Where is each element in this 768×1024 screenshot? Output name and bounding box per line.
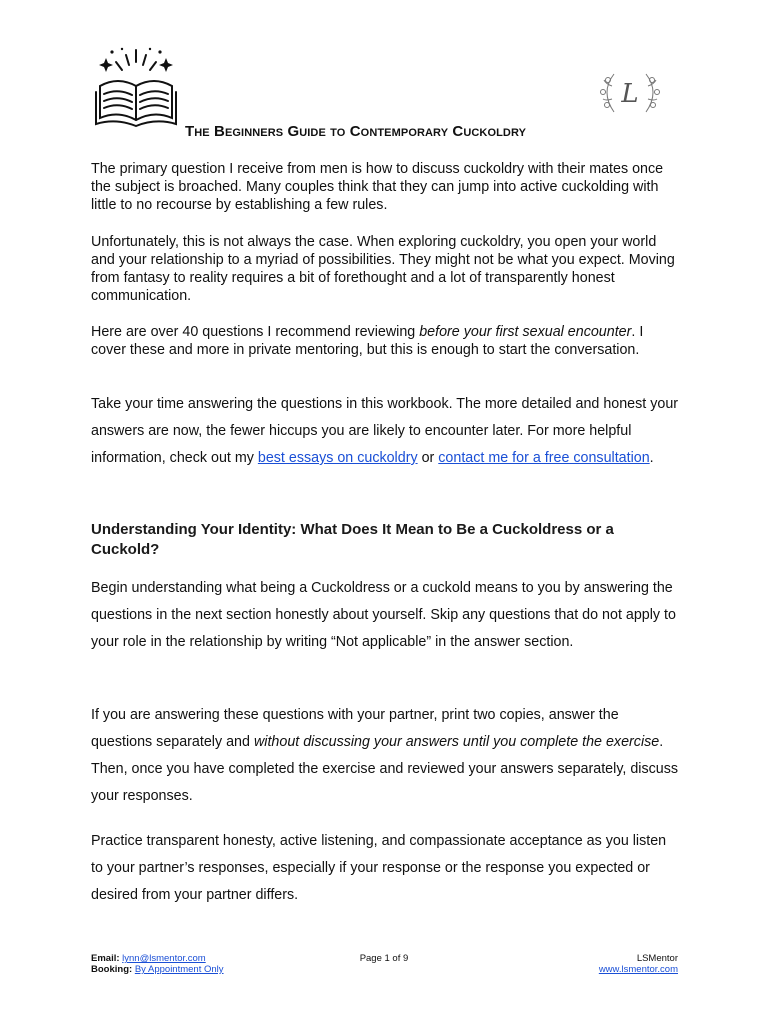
section-heading: Understanding Your Identity: What Does It Mean to Be a Cuckoldress or a Cuckold? xyxy=(91,521,614,558)
best-essays-link[interactable]: best essays on cuckoldry xyxy=(257,450,418,466)
paragraph-questions: Here are over 40 questions I recommend reviewing before your first sexual encounter. I cover these and more in private mentoring, but this is enough to start the conversation. xyxy=(91,324,644,358)
booking-link[interactable]: By Appointment Only xyxy=(134,964,224,975)
email-label: Email: xyxy=(91,953,120,964)
footer-contact xyxy=(91,953,224,975)
website-link[interactable]: www.lsmentor.com xyxy=(598,964,678,975)
open-book-icon xyxy=(92,46,180,130)
monogram-icon xyxy=(594,70,666,116)
paragraph-partner: If you are answering these questions with your partner, print two copies, answer the questions separately and without discussing your answers until you complete the exercise. Then, once you have completed the exercise and reviewed your answers separately, discuss your responses. xyxy=(91,707,679,804)
free-consultation-link[interactable]: contact me for a free consultation xyxy=(438,450,650,466)
paragraph-take-time: Take your time answering the questions in this workbook. The more detailed and honest your answers are now, the fewer hiccups you are likely to encounter later. For more helpful information, check out my best essays on cuckoldry or contact me for a free consultation. xyxy=(91,396,679,466)
document-title: The Beginners Guide to Contemporary Cuckoldry xyxy=(185,123,527,140)
paragraph-intro: The primary question I receive from men is how to discuss cuckoldry with their mates once the subject is broached. Many couples think that they can jump into active cuckolding with little to no recourse by establishing a few rules. xyxy=(91,161,664,213)
brand-name: LSMentor xyxy=(636,953,678,964)
page-number: Page 1 of 9 xyxy=(359,953,409,964)
paragraph-practice: Practice transparent honesty, active listening, and compassionate acceptance as you listen to your partner’s responses, especially if your response or the response you expected or desired from your partner differs. xyxy=(91,833,667,903)
email-link[interactable]: lynn@lsmentor.com xyxy=(122,953,206,964)
footer-brand xyxy=(599,953,678,975)
paragraph-begin-understanding: Begin understanding what being a Cuckoldress or a cuckold means to you by answering the questions in the next section honestly about yourself. Skip any questions that do not apply to your role in the relationship by writing “Not applicable” in the answer section. xyxy=(91,580,676,650)
svg-text:L: L xyxy=(621,79,639,109)
paragraph-unfortunately: Unfortunately, this is not always the case. When exploring cuckoldry, you open your world and your relationship to a myriad of possibilities. They might not be what you expect. Moving from fantasy to reality requires a bit of forethought and a lot of transparently honest communication. xyxy=(91,234,675,304)
booking-label: Booking: xyxy=(91,964,133,975)
